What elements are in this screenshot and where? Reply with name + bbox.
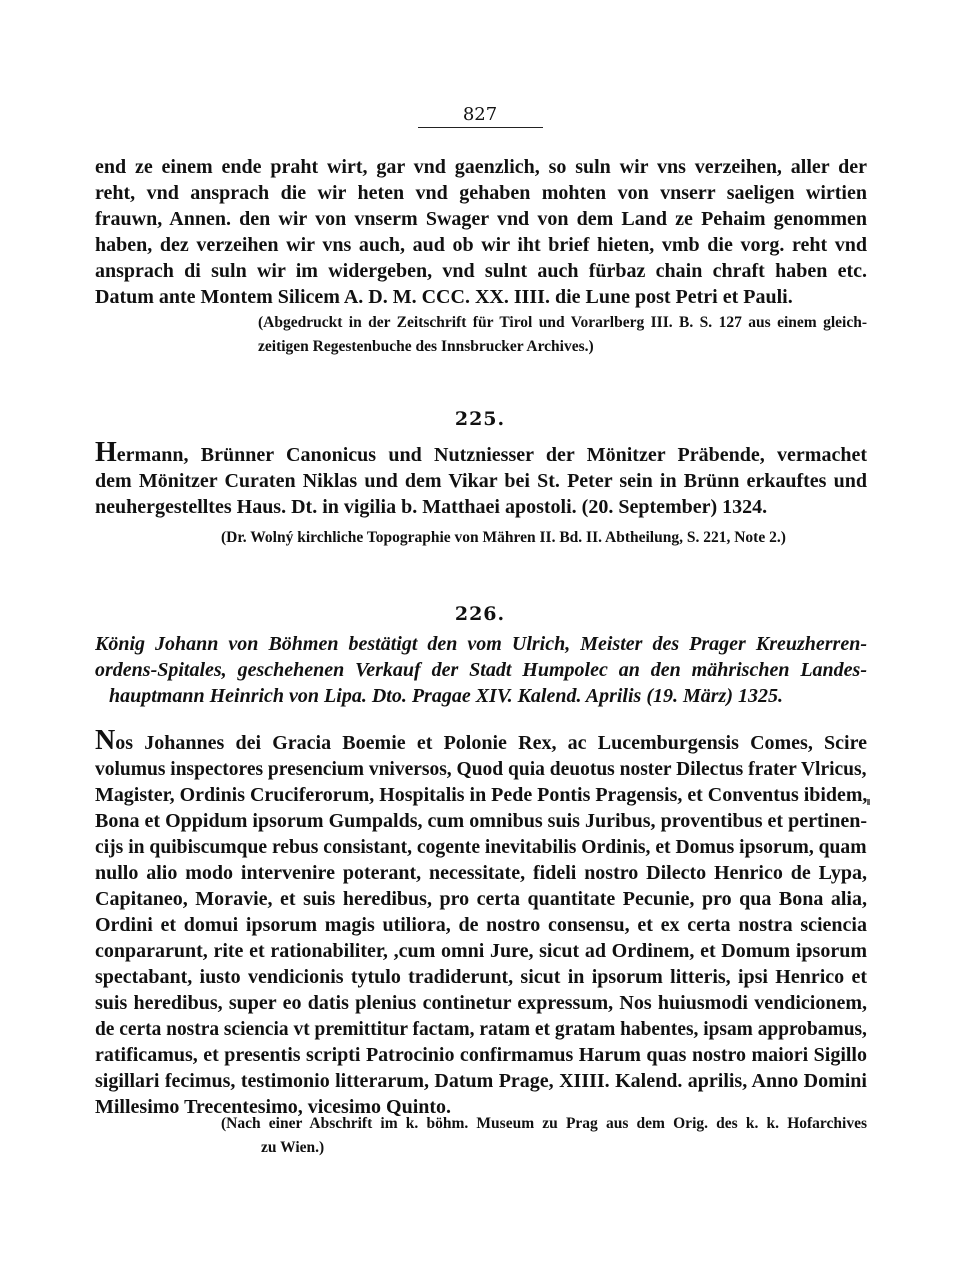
top-text-block (95, 154, 867, 310)
note-line: zeitigen Regestenbuche des Innsbrucker Archives.) (258, 338, 594, 355)
doc225-regest (95, 442, 867, 520)
document-number-225: 225. (454, 408, 506, 430)
initial-letter: N (95, 730, 116, 756)
first-line-text: ermann, Brünner Canonicus und Nutzniesser der Mönitzer Präbende, vermachet (116, 444, 867, 466)
heading-line: hauptmann Heinrich von Lipa. Dto. Pragae XIV. Kalend. Aprilis (19. März) 1325. (109, 685, 783, 707)
text-line: reht, vnd ansprach die wir heten vnd gehaben mohten von vnserr saeligen wirtien (95, 182, 867, 204)
text-line: suis heredibus, super eo datis plenius continetur expressum, Nos huiusmodi vendicionem, (95, 992, 867, 1014)
text-line (95, 730, 867, 756)
text-line: neuhergestelltes Haus. Dt. in vigilia b. Matthaei apostoli. (20. September) 1324. (95, 496, 768, 518)
text-line: ansprach di suln wir im widergeben, vnd sulnt auch fürbaz chain chraft haben etc. (95, 260, 867, 282)
note-line: (Dr. Wolný kirchliche Topographie von Mähren II. Bd. II. Abtheilung, S. 221, Note 2.) (221, 529, 786, 546)
document-number-226: 226. (454, 603, 506, 625)
text-line: nullo alio modo intervenire poterant, necessitate, fideli nostro Dilecto Henrico de Lypa, (95, 862, 867, 884)
heading-line: ordens-Spitales, geschehenen Verkauf der Stadt Humpolec an den mährischen Landes- (95, 659, 867, 681)
initial-letter: H (95, 442, 117, 468)
doc226-heading (95, 631, 867, 709)
note-line: (Nach einer Abschrift im k. böhm. Museum zu Prag aus dem Orig. des k. k. Hofarchives (221, 1115, 867, 1132)
text-line: cijs in quibiscumque rebus consistant, cogente inevitabilis Ordinis, et Domus ipsorum, quam (95, 836, 867, 858)
doc226-note (221, 1112, 867, 1160)
text-line: spectabant, iusto vendicionis tytulo tradiderunt, sicut in ipsorum litteris, ipsi Henrico et (95, 966, 867, 988)
doc226-charter-text (95, 730, 867, 1120)
text-line: Millesimo Trecentesimo, vicesimo Quinto. (95, 1096, 452, 1118)
text-line: Capitaneo, Moravie, et suis heredibus, pro certa quantitate Pecunie, pro qua Bona alia, (95, 888, 867, 910)
text-line: Magister, Ordinis Cruciferorum, Hospitalis in Pede Pontis Pragensis, et Conventus ibidem, (95, 784, 867, 806)
doc225-note (221, 526, 867, 550)
heading-line: König Johann von Böhmen bestätigt den vom Ulrich, Meister des Prager Kreuzherren- (95, 633, 867, 655)
text-line (95, 442, 867, 468)
text-line: frauwn, Annen. den wir von vnserm Swager vnd von dem Land ze Pehaim genommen (95, 208, 867, 230)
text-line: de certa nostra sciencia vt premittitur factam, ratam et gratam habentes, ipsam approbamus, (95, 1018, 867, 1040)
text-line: ratificamus, et presentis scripti Patrocinio confirmamus Harum quas nostro maiori Sigillo (95, 1044, 867, 1066)
text-line: volumus inspectores presencium vniversos, Quod quia deuotus noster Dilectus frater Vlricus, (95, 758, 867, 780)
text-line: Datum ante Montem Silicem A. D. M. CCC. XX. IIII. die Lune post Petri et Pauli. (95, 286, 793, 308)
text-line: conpararunt, rite et rationabiliter, ,cum omni Jure, sicut ad Ordinem, et Domum ipsorum (95, 940, 867, 962)
page-number: 827 (462, 104, 498, 125)
text-line: dem Mönitzer Curaten Niklas und dem Vikar bei St. Peter sein in Brünn erkauftes und (95, 470, 867, 492)
text-line: Bona et Oppidum ipsorum Gumpalds, cum omnibus suis Juribus, proventibus et pertinen- (95, 810, 867, 832)
note-line: zu Wien.) (261, 1139, 325, 1156)
text-line: end ze einem ende praht wirt, gar vnd gaenzlich, so suln wir vns verzeihen, aller der (95, 156, 867, 178)
text-line: Ordini et domui ipsorum magis utiliora, de nostro consensu, et ex certa nostra sciencia (95, 914, 867, 936)
text-line: sigillari fecimus, testimonio litterarum, Datum Prage, XIIII. Kalend. aprilis, Anno Domini (95, 1070, 867, 1092)
top-note (258, 311, 867, 359)
first-line-text: os Johannes dei Gracia Boemie et Polonie Rex, ac Lucemburgensis Comes, Scire (115, 732, 867, 754)
text-line: haben, dez verzeihen wir vns auch, aud ob wir iht brief hieten, vmb die vorg. reht vnd (95, 234, 867, 256)
note-line: (Abgedruckt in der Zeitschrift für Tirol und Vorarlberg III. B. S. 127 aus einem gleich- (258, 314, 867, 331)
margin-mark (867, 799, 870, 805)
header-rule (418, 127, 543, 128)
